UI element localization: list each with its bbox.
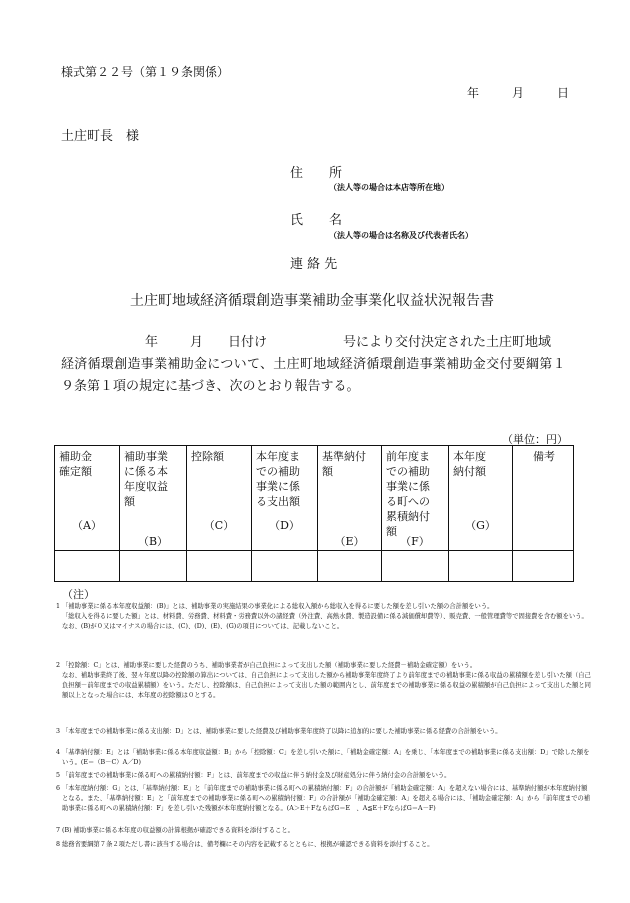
- table-row: [55, 551, 574, 582]
- note-number: 5: [56, 772, 61, 779]
- cell-c[interactable]: [187, 551, 252, 582]
- header-d: [252, 446, 318, 551]
- note-4: [56, 748, 592, 768]
- header-label: 本年度ま での補助 事業に係 る支出額: [256, 450, 300, 508]
- cell-e[interactable]: [318, 551, 382, 582]
- header-g: [449, 446, 513, 551]
- header-label: 備考: [533, 450, 555, 463]
- note-text: 総務省要綱第７条２項ただし書に該当する場合は、備考欄にその内容を記載するとともに、根拠が確認できる資料を添付すること。: [62, 841, 434, 848]
- header-label: 基準納付 額: [322, 450, 366, 478]
- date-month-label: 月: [512, 86, 525, 100]
- note-text: (B) 補助事業に係る本年度の収益額の計算根拠が確認できる資料を添付すること。: [62, 827, 294, 834]
- header-label: 本年度 納付額: [453, 450, 486, 478]
- report-table: [54, 445, 574, 582]
- name-note: （法人等の場合は名称及び代表者氏名）: [329, 230, 473, 240]
- cell-d[interactable]: [252, 551, 318, 582]
- recipient: 土庄町長 様: [61, 129, 140, 144]
- header-code: （C）: [203, 519, 235, 532]
- header-code: （A）: [72, 519, 102, 532]
- header-label: 前年度ま での補助 事業に係 る町への 累積納付 額: [386, 450, 430, 538]
- header-code: （E）: [334, 535, 365, 548]
- note-number: 7: [56, 827, 61, 834]
- form-number: 様式第２２号（第１９条関係）: [61, 65, 230, 79]
- header-label: 補助金 確定額: [59, 450, 92, 478]
- note-text: 「本年度納付額：G」とは、「基準納付額：E」と「前年度までの補助事業に係る町への累積納付額：F」の合計額が「補助金確定額：A」を超えない場合には、基準納付額が本年度納付額となる。また、「基準納付額：E」と「前年度までの補助事業に係る町への累積納付額：F」の合計額が「補助金確定額：A」を超える場合には、「補助金確定額：A」から「前年度までの補助事業に係る町への累積納付額：F」を差し引いた残額が本年度納付額となる。(A＞E＋FならばG＝E 、A≦E＋FならばG＝A－F): [62, 785, 591, 812]
- body-day-suffix: 日付け: [228, 335, 268, 350]
- body-line1-rest: 号により交付決定された土庄町地域: [343, 335, 552, 350]
- header-f: [382, 446, 449, 551]
- body-line2: 経済循環創造事業補助金について、土庄町地域経済循環創造事業補助金交付要綱第１: [61, 357, 566, 372]
- note-text: 「前年度までの補助事業に係る町への累積納付額：F」とは、前年度までの収益に伴う納付金及び財産処分に伴う納付金の合計額をいう。: [62, 772, 451, 779]
- note-number: 4: [56, 749, 61, 756]
- note-text: なお、補助事業終了後、翌々年度以降の控除額の算出については、自己負担によって支出した額から補助事業年度終了より前年度までの補助事業に係る収益の累積額を差し引いた額（自己負担額－前年度までの収益累積額）をいう。ただし、控除額は、自己負担によって支出した額の範囲内とし、前年度までの補助事業に係る収益の累積額が自己負担によって支出した額と同額以上となった場合には、本年度の控除額は０とする。: [62, 672, 591, 699]
- body-year: 年: [145, 335, 159, 350]
- cell-f[interactable]: [382, 551, 449, 582]
- note-number: 2: [56, 662, 61, 669]
- note-number: 8: [56, 841, 61, 848]
- note-number: 6: [56, 785, 61, 792]
- address-label: 住 所: [290, 166, 343, 181]
- note-text: 「補助事業に係る本年度収益額：(B)」とは、補助事業の実施結果の事業化による総収入額から総収入を得るに要した額を差し引いた額の合計額をいう。: [62, 603, 494, 610]
- header-label: 控除額: [191, 450, 224, 463]
- note-6: [56, 784, 592, 814]
- note-5: [56, 771, 592, 781]
- note-1: [56, 602, 592, 632]
- name-label: 氏 名: [290, 213, 343, 228]
- note-2: [56, 661, 592, 701]
- cell-b[interactable]: [120, 551, 187, 582]
- note-text: 「総収入を得るに要した額」とは、材料費、労務費、材料費・労務費以外の諸経費（外注費、高熱水費、製造設備に係る減価償却費等）、販売費、一般管理費等で固接費を含む額をいう。: [62, 613, 588, 620]
- note-8: [56, 840, 592, 850]
- header-code: （G）: [465, 519, 496, 532]
- note-text: 「基準納付額：E」とは「補助事業に係る本年度収益額：B」から「控除額：C」を差し引いた額に、「補助金確定額：A」を乗じ、「本年度までの補助事業に係る支出額：D」で除した額をいう。(E＝（B－C）A／D): [62, 749, 590, 766]
- note-number: 1: [56, 603, 61, 610]
- header-code: （D）: [269, 519, 300, 532]
- body-line3: ９条第１項の規定に基づき、次のとおり報告する。: [61, 379, 360, 394]
- note-text: 「控除額：C」とは、補助事業に要した経費のうち、補助事業者が自己負担によって支出した額（補助事業に要した経費－補助金確定額）をいう。: [62, 662, 477, 669]
- note-3: [56, 727, 592, 737]
- header-a: [55, 446, 120, 551]
- header-code: （F）: [400, 535, 430, 548]
- cell-remarks[interactable]: [513, 551, 574, 582]
- date-year-label: 年: [467, 86, 480, 100]
- note-7: [56, 826, 592, 836]
- cell-g[interactable]: [449, 551, 513, 582]
- note-text: なお、(B)が０又はマイナスの場合には、(C)、(D)、(E)、(G)の項目については、記載しないこと。: [62, 623, 344, 630]
- header-c: [187, 446, 252, 551]
- unit-label: （単位：円）: [502, 433, 568, 446]
- note-text: 「本年度までの補助事業に係る支出額：D」とは、補助事業に要した経費及び補助事業年度終了以降に追加的に要した補助事業に係る経費の合計額をいう。: [62, 728, 502, 735]
- note-number: 3: [56, 728, 61, 735]
- date-day-label: 日: [557, 86, 570, 100]
- header-b: [120, 446, 187, 551]
- page-title: 土庄町地域経済循環創造事業補助金事業化収益状況報告書: [130, 293, 494, 309]
- cell-a[interactable]: [55, 551, 120, 582]
- address-note: （法人等の場合は本店等所在地）: [329, 182, 449, 192]
- header-label: 補助事業 に係る本 年度収益 額: [124, 450, 168, 508]
- header-code: （B）: [137, 535, 169, 548]
- body-month: 月: [190, 335, 204, 350]
- notes-heading: （注）: [62, 588, 95, 601]
- header-remarks: [513, 446, 574, 551]
- table-header-row: [55, 446, 574, 551]
- contact-label: 連 絡 先: [290, 257, 338, 272]
- header-e: [318, 446, 382, 551]
